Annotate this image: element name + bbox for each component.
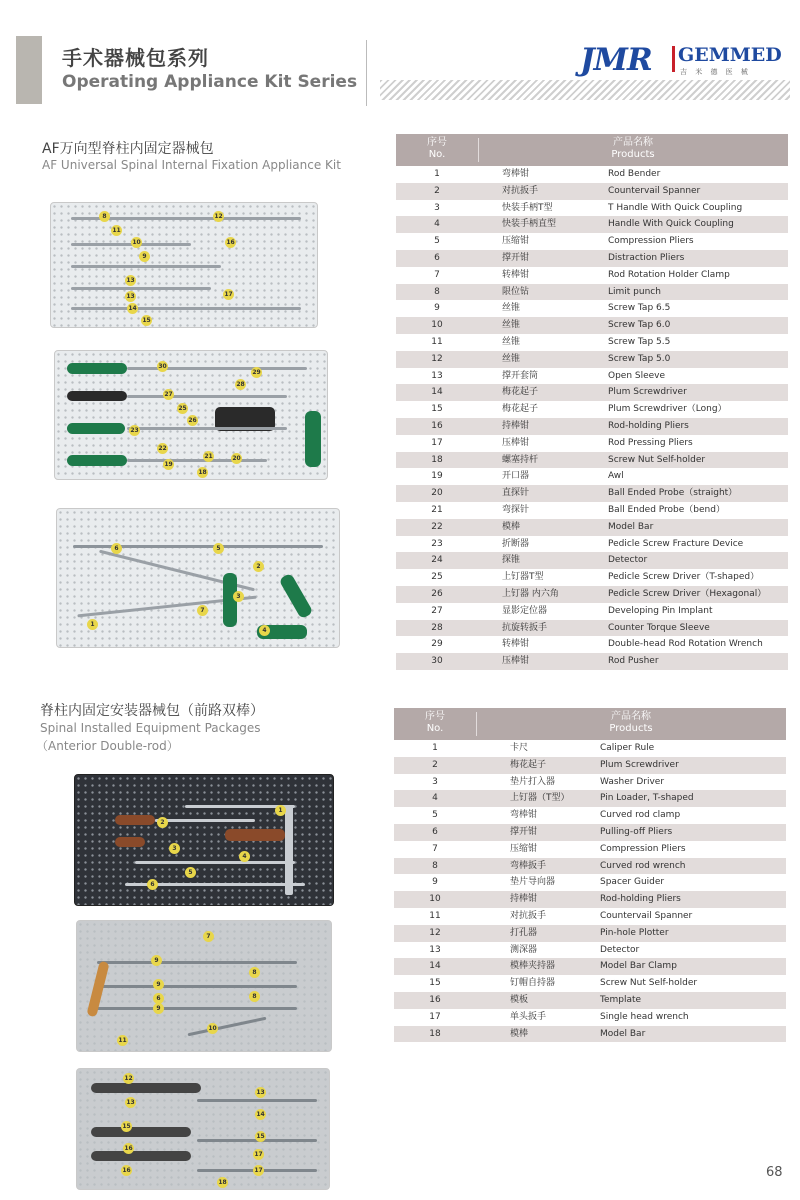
- product-name-en: Distraction Pliers: [608, 252, 685, 263]
- product-name-cn: 限位钻: [502, 286, 530, 297]
- product-name-en: Template: [600, 994, 642, 1005]
- row-number: 17: [431, 437, 443, 448]
- product-name-en: Pedicle Screw Driver（T-shaped）: [608, 572, 760, 583]
- row-number: 11: [429, 910, 441, 921]
- row-number: 12: [429, 927, 441, 938]
- product-name-cn: 压缩钳: [502, 236, 530, 247]
- row-number: 18: [429, 1028, 441, 1039]
- product-name-cn: 上钉器 内六角: [502, 588, 559, 599]
- product-name-en: Washer Driver: [600, 776, 665, 787]
- table-header: [394, 708, 786, 740]
- product-name-en: T Handle With Quick Coupling: [608, 202, 743, 213]
- row-number: 13: [429, 944, 441, 955]
- table-row: [394, 740, 786, 757]
- header-products: 产品名称 Products: [611, 137, 655, 160]
- row-number: 9: [432, 877, 438, 888]
- product-name-en: Pedicle Screw Driver（Hexagonal）: [608, 588, 767, 599]
- row-number: 5: [434, 236, 440, 247]
- row-number: 4: [432, 793, 438, 804]
- product-name-en: Detector: [600, 944, 640, 955]
- table-row: [396, 401, 788, 418]
- header-hatch-pattern: [380, 80, 790, 100]
- product-name-en: Plum Screwdriver（Long）: [608, 404, 727, 415]
- product-name-en: Awl: [608, 471, 624, 482]
- table-row: [396, 200, 788, 217]
- product-name-cn: 显影定位器: [502, 605, 548, 616]
- table-row: [396, 536, 788, 553]
- row-number: 2: [434, 185, 440, 196]
- header-divider: [366, 40, 367, 106]
- table-row: [394, 958, 786, 975]
- product-name-cn: 压棒钳: [502, 437, 530, 448]
- table-row: [396, 183, 788, 200]
- row-number: 15: [429, 978, 441, 989]
- table-row: [396, 569, 788, 586]
- product-name-en: Ball Ended Probe（bend）: [608, 504, 725, 515]
- table-row: [396, 216, 788, 233]
- tray-photo-3: 6 5 2 3 7 1 4: [56, 508, 340, 648]
- product-name-cn: 快装手柄T型: [502, 202, 553, 213]
- product-name-en: Curved rod clamp: [600, 810, 681, 821]
- table-row: [396, 586, 788, 603]
- header-no: 序号 No.: [425, 711, 445, 734]
- table-row: [396, 636, 788, 653]
- table-row: [394, 807, 786, 824]
- table-row: [394, 942, 786, 959]
- product-name-en: Detector: [608, 555, 648, 566]
- table-row: [396, 267, 788, 284]
- header-products: 产品名称 Products: [609, 711, 653, 734]
- row-number: 25: [431, 572, 443, 583]
- product-name-cn: 丝锥: [502, 303, 521, 314]
- page-number: 68: [766, 1165, 783, 1180]
- section1-title-cn: AF万向型脊柱内固定器械包: [42, 141, 214, 157]
- product-name-cn: 梅花起子: [502, 404, 539, 415]
- table-row: [396, 250, 788, 267]
- product-name-en: Model Bar Clamp: [600, 961, 677, 972]
- product-name-cn: 持棒钳: [502, 420, 530, 431]
- row-number: 10: [431, 320, 443, 331]
- header-no: 序号 No.: [427, 137, 447, 160]
- row-number: 7: [432, 843, 438, 854]
- row-number: 6: [434, 252, 440, 263]
- product-name-cn: 弯棒钳: [502, 169, 530, 179]
- product-name-en: Rod Pusher: [608, 656, 659, 667]
- tray-photo-5: 7 9 8 9 6 8 9 10 11: [76, 920, 332, 1052]
- row-number: 9: [434, 303, 440, 314]
- tray-photo-1: 8 12 11 10 16 9 13 13 17 14 15: [50, 202, 318, 328]
- product-name-en: Plum Screwdriver: [608, 387, 687, 398]
- product-name-en: Pin Loader, T-shaped: [600, 793, 694, 804]
- table-row: [394, 824, 786, 841]
- product-name-cn: 对抗扳手: [510, 910, 547, 921]
- product-name-en: Model Bar: [600, 1028, 646, 1039]
- product-name-cn: 模棒: [502, 521, 521, 532]
- row-number: 14: [429, 961, 441, 972]
- row-number: 6: [432, 826, 438, 837]
- product-name-cn: 模棒: [510, 1028, 529, 1039]
- product-name-cn: 丝锥: [502, 353, 521, 364]
- product-name-en: Pedicle Screw Fracture Device: [608, 538, 744, 549]
- tray-photo-4: 1 2 3 4 5 6: [74, 774, 334, 906]
- product-name-cn: 弯棒钳: [510, 810, 538, 821]
- section2-title-en-2: （Anterior Double-rod）: [36, 739, 179, 753]
- table-row: [396, 620, 788, 637]
- table-row: [396, 368, 788, 385]
- row-number: 1: [432, 743, 438, 753]
- table-row: [394, 790, 786, 807]
- row-number: 17: [429, 1011, 441, 1022]
- table-body: [394, 740, 786, 1042]
- table-row: [396, 502, 788, 519]
- header-accent-bar: [16, 36, 42, 104]
- table-row: [394, 1026, 786, 1043]
- tray-photo-2: 30 29 28 27 25 26 23 22 21 20 19 18: [54, 350, 328, 480]
- row-number: 7: [434, 269, 440, 280]
- product-name-cn: 螺塞持杆: [502, 454, 539, 465]
- product-name-cn: 梅花起子: [510, 759, 547, 770]
- product-name-en: Pulling-off Pliers: [600, 826, 673, 837]
- product-name-en: Model Bar: [608, 521, 654, 532]
- product-name-en: Plum Screwdriver: [600, 759, 679, 770]
- row-number: 3: [434, 202, 440, 213]
- product-name-cn: 卡尺: [510, 743, 529, 753]
- product-name-cn: 折断器: [502, 538, 530, 549]
- product-name-en: Single head wrench: [600, 1011, 689, 1022]
- product-name-cn: 快装手柄直型: [502, 219, 557, 230]
- product-name-cn: 打孔器: [510, 927, 538, 938]
- table-row: [396, 435, 788, 452]
- table-row: [396, 166, 788, 183]
- table-row: [396, 468, 788, 485]
- page-title-en: Operating Appliance Kit Series: [62, 72, 358, 92]
- product-name-cn: 模棒夹持器: [510, 961, 556, 972]
- product-name-en: Counter Torque Sleeve: [608, 622, 710, 633]
- product-name-en: Ball Ended Probe（straight）: [608, 488, 738, 499]
- product-name-en: Rod Rotation Holder Clamp: [608, 269, 730, 280]
- row-number: 16: [429, 994, 441, 1005]
- table-row: [394, 891, 786, 908]
- row-number: 19: [431, 471, 443, 482]
- row-number: 4: [434, 219, 440, 230]
- table-row: [394, 774, 786, 791]
- product-name-cn: 丝锥: [502, 336, 521, 347]
- table-row: [396, 334, 788, 351]
- row-number: 24: [431, 555, 443, 566]
- product-name-en: Rod-holding Pliers: [608, 420, 689, 431]
- table-row: [394, 841, 786, 858]
- table-row: [396, 603, 788, 620]
- table-row: [394, 975, 786, 992]
- logo-subtitle: 吉 米 德 医 械: [680, 68, 751, 76]
- product-name-en: Screw Nut Self-holder: [600, 978, 698, 989]
- table-row: [396, 552, 788, 569]
- product-name-en: Double-head Rod Rotation Wrench: [608, 639, 763, 650]
- product-name-en: Screw Tap 6.5: [608, 303, 671, 314]
- product-name-cn: 撑开钳: [502, 252, 530, 263]
- product-name-cn: 直探针: [502, 488, 530, 499]
- table-row: [394, 992, 786, 1009]
- row-number: 16: [431, 420, 443, 431]
- row-number: 15: [431, 404, 443, 415]
- row-number: 2: [432, 759, 438, 770]
- product-name-en: Compression Pliers: [600, 843, 686, 854]
- table-row: [394, 757, 786, 774]
- row-number: 18: [431, 454, 443, 465]
- product-name-en: Caliper Rule: [600, 743, 655, 753]
- page-title-cn: 手术器械包系列: [62, 46, 209, 70]
- product-name-en: Curved rod wrench: [600, 860, 686, 871]
- table-row: [396, 351, 788, 368]
- row-number: 1: [434, 169, 440, 179]
- row-number: 21: [431, 504, 443, 515]
- tray-photo-6: 12 13 13 14 15 15 16 17 16 17 18: [76, 1068, 330, 1190]
- row-number: 12: [431, 353, 443, 364]
- table-row: [396, 284, 788, 301]
- product-name-en: Rod-holding Pliers: [600, 894, 681, 905]
- product-name-en: Countervail Spanner: [608, 185, 701, 196]
- product-name-cn: 压棒钳: [502, 656, 530, 667]
- table-row: [396, 653, 788, 670]
- product-table-1: [396, 134, 788, 670]
- product-name-cn: 丝锥: [502, 320, 521, 331]
- product-name-en: Screw Tap 6.0: [608, 320, 671, 331]
- product-name-cn: 单头扳手: [510, 1011, 547, 1022]
- row-number: 29: [431, 639, 443, 650]
- product-name-en: Open Sleeve: [608, 370, 666, 381]
- product-name-en: Rod Pressing Pliers: [608, 437, 693, 448]
- product-name-cn: 梅花起子: [502, 387, 539, 398]
- table-row: [396, 300, 788, 317]
- row-number: 8: [432, 860, 438, 871]
- product-table-2: [394, 708, 786, 1042]
- product-name-en: Compression Pliers: [608, 236, 694, 247]
- table-row: [396, 233, 788, 250]
- table-body: [396, 166, 788, 670]
- section2-title-en-1: Spinal Installed Equipment Packages: [40, 721, 261, 735]
- product-name-cn: 探锥: [502, 555, 521, 566]
- row-number: 27: [431, 605, 443, 616]
- product-name-en: Developing Pin Implant: [608, 605, 713, 616]
- product-name-cn: 对抗扳手: [502, 185, 539, 196]
- table-row: [396, 418, 788, 435]
- product-name-cn: 弯棒扳手: [510, 860, 547, 871]
- product-name-cn: 撑开钳: [510, 826, 538, 837]
- product-name-en: Spacer Guider: [600, 877, 665, 888]
- row-number: 5: [432, 810, 438, 821]
- row-number: 13: [431, 370, 443, 381]
- product-name-cn: 垫片打入器: [510, 776, 556, 787]
- product-name-en: Screw Nut Self-holder: [608, 454, 706, 465]
- product-name-en: Pin-hole Plotter: [600, 927, 669, 938]
- table-row: [394, 908, 786, 925]
- row-number: 11: [431, 336, 443, 347]
- product-name-en: Countervail Spanner: [600, 910, 693, 921]
- product-name-cn: 垫片导向器: [510, 877, 556, 888]
- table-row: [394, 925, 786, 942]
- product-name-cn: 压缩钳: [510, 843, 538, 854]
- logo-separator: [672, 46, 675, 72]
- product-name-en: Screw Tap 5.5: [608, 336, 671, 347]
- product-name-cn: 撑开套筒: [502, 370, 539, 381]
- product-name-en: Limit punch: [608, 286, 661, 297]
- logo-gemmed: GEMMED: [678, 44, 782, 66]
- row-number: 30: [431, 656, 443, 667]
- row-number: 3: [432, 776, 438, 787]
- table-row: [396, 452, 788, 469]
- row-number: 26: [431, 588, 443, 599]
- brand-logo: [580, 42, 790, 78]
- product-name-cn: 转棒钳: [502, 269, 530, 280]
- product-name-cn: 上钉器（T型）: [510, 793, 570, 804]
- table-row: [396, 519, 788, 536]
- table-header: [396, 134, 788, 166]
- row-number: 28: [431, 622, 443, 633]
- table-row: [394, 858, 786, 875]
- product-name-cn: 开口器: [502, 471, 530, 482]
- row-number: 20: [431, 488, 443, 499]
- row-number: 23: [431, 538, 443, 549]
- product-name-en: Rod Bender: [608, 169, 661, 179]
- page-header: [0, 0, 800, 110]
- table-row: [394, 874, 786, 891]
- row-number: 22: [431, 521, 443, 532]
- product-name-cn: 测深器: [510, 944, 538, 955]
- section1-title-en: AF Universal Spinal Internal Fixation Appliance Kit: [42, 158, 341, 172]
- row-number: 10: [429, 894, 441, 905]
- product-name-cn: 钉帽自持器: [510, 978, 556, 989]
- product-name-cn: 转棒钳: [502, 639, 530, 650]
- product-name-cn: 抗旋转扳手: [502, 622, 548, 633]
- row-number: 8: [434, 286, 440, 297]
- product-name-cn: 模板: [510, 994, 529, 1005]
- product-name-cn: 持棒钳: [510, 894, 538, 905]
- table-row: [394, 1009, 786, 1026]
- row-number: 14: [431, 387, 443, 398]
- table-row: [396, 317, 788, 334]
- logo-jmr: JMR: [580, 42, 652, 78]
- product-name-en: Screw Tap 5.0: [608, 353, 671, 364]
- table-row: [396, 485, 788, 502]
- product-name-cn: 弯探针: [502, 504, 530, 515]
- section2-title-cn: 脊柱内固定安装器械包（前路双棒）: [40, 703, 264, 719]
- product-name-cn: 上钉器T型: [502, 572, 544, 583]
- product-name-en: Handle With Quick Coupling: [608, 219, 734, 230]
- table-row: [396, 384, 788, 401]
